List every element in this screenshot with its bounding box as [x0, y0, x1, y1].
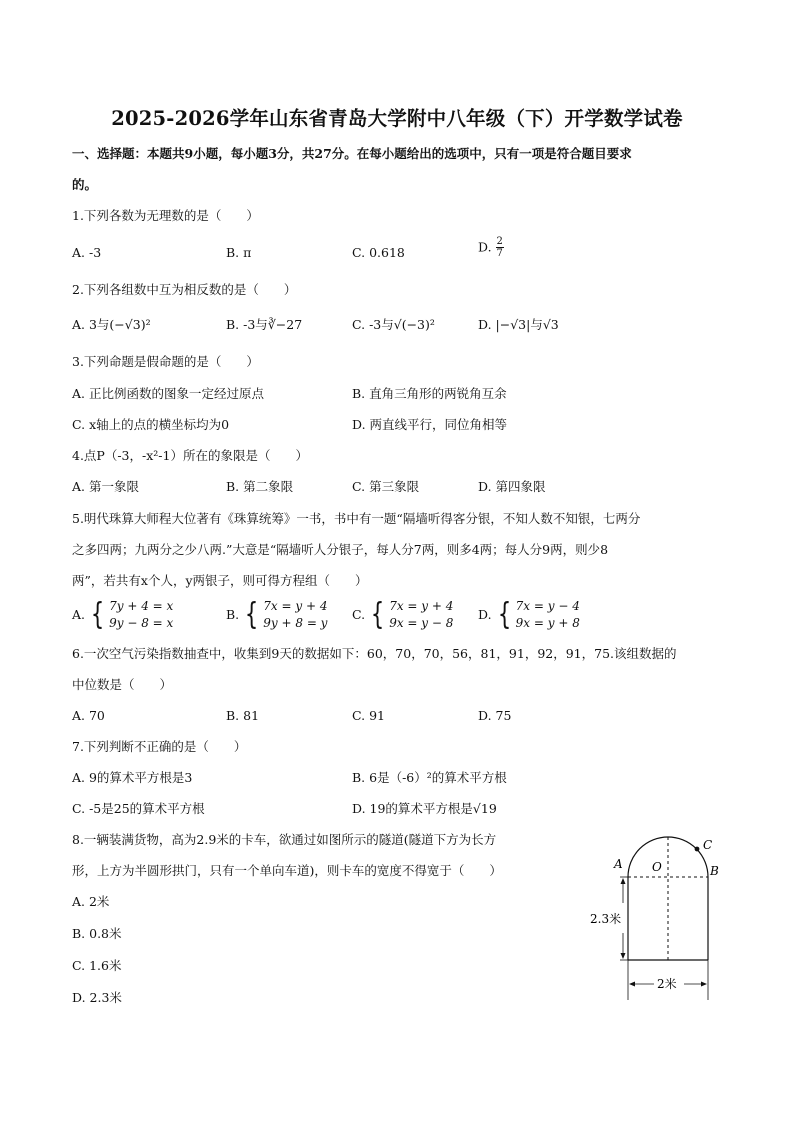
point-c: [695, 847, 700, 852]
q8-option-d: D. 2.3米: [72, 990, 122, 1005]
q2-option-d: D. |−√3|与√3: [478, 317, 559, 332]
q2-option-c: C. -3与√(−3)²: [352, 317, 435, 332]
width-label: 2米: [657, 977, 677, 991]
q1-option-a: A. -3: [72, 245, 102, 260]
question-1-stem: 1.下列各数为无理数的是（ ）: [72, 208, 259, 223]
q7-option-d: D. 19的算术平方根是√19: [352, 801, 497, 816]
q3-option-a: A. 正比例函数的图象一定经过原点: [72, 386, 264, 401]
q5-option-d: D. { 7x = y − 4 9x = y + 8: [478, 597, 580, 632]
q6-option-b: B. 81: [226, 708, 260, 723]
brace-icon: {: [497, 597, 511, 632]
tunnel-figure: [586, 828, 726, 1008]
question-2-stem: 2.下列各组数中互为相反数的是（ ）: [72, 282, 297, 297]
q1-option-c: C. 0.618: [352, 245, 405, 260]
q6-option-d: D. 75: [478, 708, 512, 723]
question-3-stem: 3.下列命题是假命题的是（ ）: [72, 354, 259, 369]
label-c: C: [703, 838, 713, 852]
brace-icon: {: [90, 597, 105, 632]
question-7-stem: 7.下列判断不正确的是（ ）: [72, 739, 247, 754]
label-o: O: [652, 860, 662, 874]
q1-option-b: B. π: [226, 245, 252, 260]
q3-option-d: D. 两直线平行，同位角相等: [352, 417, 508, 432]
q8-option-a: A. 2米: [72, 894, 110, 909]
q4-option-b: B. 第二象限: [226, 479, 294, 494]
q7-option-c: C. -5是25的算术平方根: [72, 801, 205, 816]
question-4-stem: 4.点P（-3，-x²-1）所在的象限是（ ）: [72, 448, 308, 463]
q7-option-a: A. 9的算术平方根是3: [72, 770, 193, 785]
q2-option-b: B. -3与∛−27: [226, 317, 303, 332]
q5-option-c: C. { 7x = y + 4 9x = y − 8: [352, 597, 454, 632]
q5-option-b: B. { 7x = y + 4 9y + 8 = y: [226, 597, 328, 632]
q4-option-c: C. 第三象限: [352, 479, 420, 494]
q6-option-c: C. 91: [352, 708, 385, 723]
height-label: 2.3米: [590, 912, 622, 926]
q1-option-d: D. $\frac{2}{7}$: [478, 236, 503, 259]
question-8-line-1: 8.一辆装满货物，高为2.9米的卡车，欲通过如图所示的隧道(隧道下方为长方: [72, 832, 497, 847]
q8-option-b: B. 0.8米: [72, 926, 122, 941]
brace-icon: {: [370, 597, 385, 632]
q6-option-a: A. 70: [72, 708, 105, 723]
q5-option-a: A. { 7y + 4 = x 9y − 8 = x: [72, 597, 174, 632]
q7-option-b: B. 6是（-6）²的算术平方根: [352, 770, 507, 785]
fraction: $\frac{2}{7}$: [496, 236, 503, 259]
question-6-line-1: 6.一次空气污染指数抽查中，收集到9天的数据如下：60，70，70，56，81，91，92，91，75.该组数据的: [72, 646, 677, 661]
q8-option-c: C. 1.6米: [72, 958, 122, 973]
section-heading: 一、选择题：本题共9小题，每小题3分，共27分。在每小题给出的选项中，只有一项是符合题目要求: [72, 146, 632, 161]
question-6-line-2: 中位数是（ ）: [72, 677, 173, 692]
page-title: 2025-2026学年山东省青岛大学附中八年级（下）开学数学试卷: [111, 107, 683, 130]
label-a: A: [614, 857, 623, 871]
question-5-line-2: 之多四两；九两分之少八两.”大意是“隔墙听人分银子，每人分7两，则多4两；每人分9两，则少8: [72, 542, 609, 557]
label-b: B: [710, 864, 719, 878]
q2-option-a: A. 3与(−√3)²: [72, 317, 151, 332]
brace-icon: {: [245, 597, 259, 632]
q3-option-b: B. 直角三角形的两锐角互余: [352, 386, 507, 401]
q4-option-d: D. 第四象限: [478, 479, 546, 494]
question-5-line-3: 两”，若共有x个人，y两银子，则可得方程组（ ）: [72, 573, 368, 588]
q3-option-c: C. x轴上的点的横坐标均为0: [72, 417, 230, 432]
section-heading-cont: 的。: [72, 177, 98, 192]
question-5-line-1: 5.明代珠算大师程大位著有《珠算统筹》一书，书中有一题“隔墙听得客分银，不知人数不知银，七两分: [72, 511, 641, 526]
q4-option-a: A. 第一象限: [72, 479, 139, 494]
question-8-line-2: 形，上方为半圆形拱门，只有一个单向车道)，则卡车的宽度不得宽于（ ）: [72, 863, 502, 878]
